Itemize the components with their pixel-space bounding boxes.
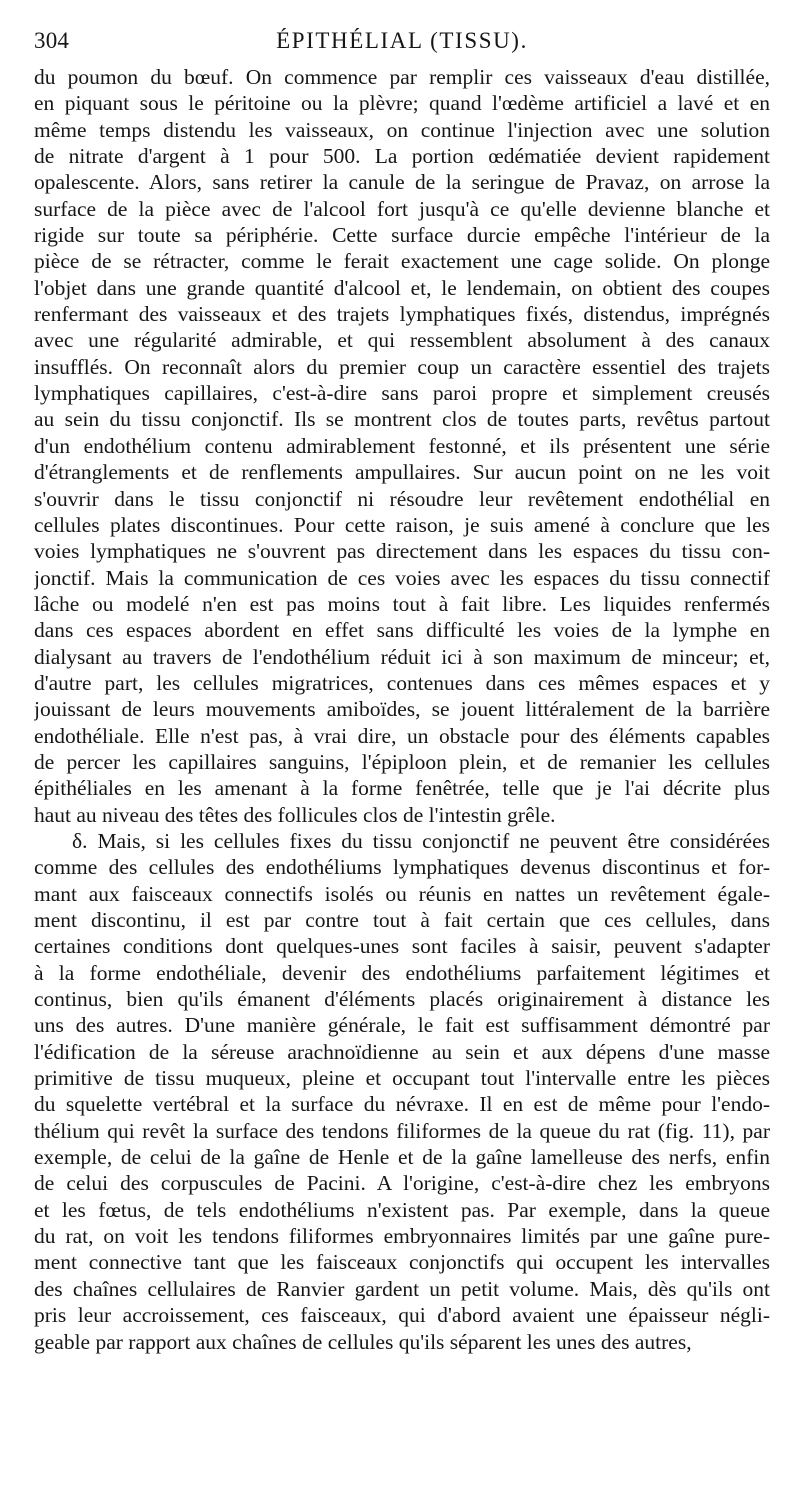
text-line: d'un endothélium contenu admirablement festonné, et ils présentent une série bbox=[34, 433, 770, 458]
text-line: épithéliales en les amenant à la forme fenêtrée, telle que je l'ai décrite plus bbox=[34, 776, 770, 801]
text-line: du squelette vertébral et la surface du névraxe. Il en est de même pour l'endo- bbox=[34, 1092, 770, 1117]
text-line: pièce de se rétracter, comme le ferait exactement une cage solide. On plonge bbox=[34, 249, 770, 274]
text-line: d'autre part, les cellules migratrices, contenues dans ces mêmes espaces et y bbox=[34, 670, 770, 695]
text-line: cellules plates discontinues. Pour cette raison, je suis amené à conclure que les bbox=[34, 512, 770, 537]
text-line: avec une régularité admirable, et qui ressemblent absolument à des canaux bbox=[34, 328, 770, 353]
text-line: continus, bien qu'ils émanent d'éléments placés originairement à distance les bbox=[34, 987, 770, 1012]
running-title: ÉPITHÉLIAL (TISSU). bbox=[276, 28, 528, 53]
text-line: mant aux faisceaux connectifs isolés ou réunis en nattes un revêtement égale- bbox=[34, 881, 770, 906]
text-line: insufflés. On reconnaît alors du premier coup un caractère essentiel des trajets bbox=[34, 354, 770, 379]
text-line: du rat, on voit les tendons filiformes embryonnaires limités par une gaîne pure- bbox=[34, 1224, 770, 1249]
text-line: l'édification de la séreuse arachnoïdienne au sein et aux dépens d'une masse bbox=[34, 1039, 770, 1064]
text-line: δ. Mais, si les cellules fixes du tissu conjonctif ne peuvent être considérées bbox=[72, 828, 770, 853]
text-line: ment discontinu, il est par contre tout à fait certain que ces cellules, dans bbox=[34, 908, 770, 932]
text-line: pris leur accroissement, ces faisceaux, qui d'abord avaient une épaisseur négli- bbox=[34, 1303, 770, 1328]
text-line: du poumon du bœuf. On commence par remplir ces vaisseaux d'eau distillée, bbox=[34, 65, 770, 89]
text-line: geable par rapport aux chaînes de cellules qu'ils séparent les unes des autres, bbox=[34, 1329, 692, 1354]
text-line: lymphatiques capillaires, c'est-à-dire sans paroi propre et simplement creusés bbox=[34, 381, 770, 406]
text-line: uns des autres. D'une manière générale, le fait est suffisamment démontré par bbox=[34, 1013, 770, 1038]
text-line: de nitrate d'argent à 1 pour 500. La portion œdématiée devient rapidement bbox=[34, 144, 770, 169]
text-line: même temps distendu les vaisseaux, on continue l'injection avec une solution bbox=[34, 117, 770, 142]
text-line: en piquant sous le péritoine ou la plèvre; quand l'œdème artificiel a lavé et en bbox=[34, 91, 770, 116]
text-line: au sein du tissu conjonctif. Ils se montrent clos de toutes parts, revêtus partout bbox=[34, 407, 770, 432]
text-line: endothéliale. Elle n'est pas, à vrai dire, un obstacle pour des éléments capables bbox=[34, 723, 770, 748]
text-line: surface de la pièce avec de l'alcool fort jusqu'à ce qu'elle devienne blanche et bbox=[34, 196, 770, 221]
text-line: certaines conditions dont quelques-unes sont faciles à saisir, peuvent s'adapter bbox=[34, 934, 770, 959]
text-line: des chaînes cellulaires de Ranvier gardent un petit volume. Mais, dès qu'ils ont bbox=[34, 1276, 770, 1301]
text-line: l'objet dans une grande quantité d'alcool et, le lendemain, on obtient des coupes bbox=[34, 275, 770, 300]
text-line: primitive de tissu muqueux, pleine et occupant tout l'intervalle entre les pièces bbox=[34, 1066, 770, 1091]
text-line: de celui des corpuscules de Pacini. A l'origine, c'est-à-dire chez les embryons bbox=[34, 1171, 770, 1196]
text-line: comme des cellules des endothéliums lymphatiques devenus discontinus et for- bbox=[34, 855, 770, 880]
text-line: lâche ou modelé n'en est pas moins tout à fait libre. Les liquides renfermés bbox=[34, 591, 770, 616]
text-line: ment connective tant que les faisceaux conjonctifs qui occupent les intervalles bbox=[34, 1250, 770, 1275]
text-line: dialysant au travers de l'endothélium réduit ici à son maximum de minceur; et, bbox=[34, 644, 770, 669]
text-line: jonctif. Mais la communication de ces voies avec les espaces du tissu connectif bbox=[34, 565, 770, 590]
text-line: dans ces espaces abordent en effet sans difficulté les voies de la lymphe en bbox=[34, 618, 770, 643]
body-text bbox=[34, 64, 770, 1384]
text-line: thélium qui revêt la surface des tendons filiformes de la queue du rat (fig. 11), par bbox=[34, 1118, 770, 1143]
text-line: à la forme endothéliale, devenir des endothéliums parfaitement légitimes et bbox=[34, 960, 770, 985]
paragraph bbox=[34, 828, 770, 1355]
text-line: rigide sur toute sa périphérie. Cette surface durcie empêche l'intérieur de la bbox=[34, 223, 770, 248]
running-head bbox=[34, 24, 770, 58]
text-line: de percer les capillaires sanguins, l'épiploon plein, et de remanier les cellules bbox=[34, 749, 770, 774]
text-line: jouissant de leurs mouvements amiboïdes, se jouent littéralement de la barrière bbox=[34, 697, 770, 722]
text-line: haut au niveau des têtes des follicules clos de l'intestin grêle. bbox=[34, 802, 556, 827]
text-line: et les fœtus, de tels endothéliums n'existent pas. Par exemple, dans la queue bbox=[34, 1197, 770, 1222]
text-line: s'ouvrir dans le tissu conjonctif ni résoudre leur revêtement endothélial en bbox=[34, 486, 770, 511]
text-line: opalescente. Alors, sans retirer la canule de la seringue de Pravaz, on arrose la bbox=[34, 170, 770, 195]
text-line: renfermant des vaisseaux et des trajets lymphatiques fixés, distendus, imprégnés bbox=[34, 302, 770, 327]
paragraph bbox=[34, 64, 770, 828]
text-line: exemple, de celui de la gaîne de Henle et de la gaîne lamelleuse des nerfs, enfin bbox=[34, 1145, 770, 1170]
page-number: 304 bbox=[34, 28, 70, 53]
text-line: d'étranglements et de renflements ampullaires. Sur aucun point on ne les voit bbox=[34, 460, 770, 485]
text-line: voies lymphatiques ne s'ouvrent pas directement dans les espaces du tissu con- bbox=[34, 539, 770, 564]
